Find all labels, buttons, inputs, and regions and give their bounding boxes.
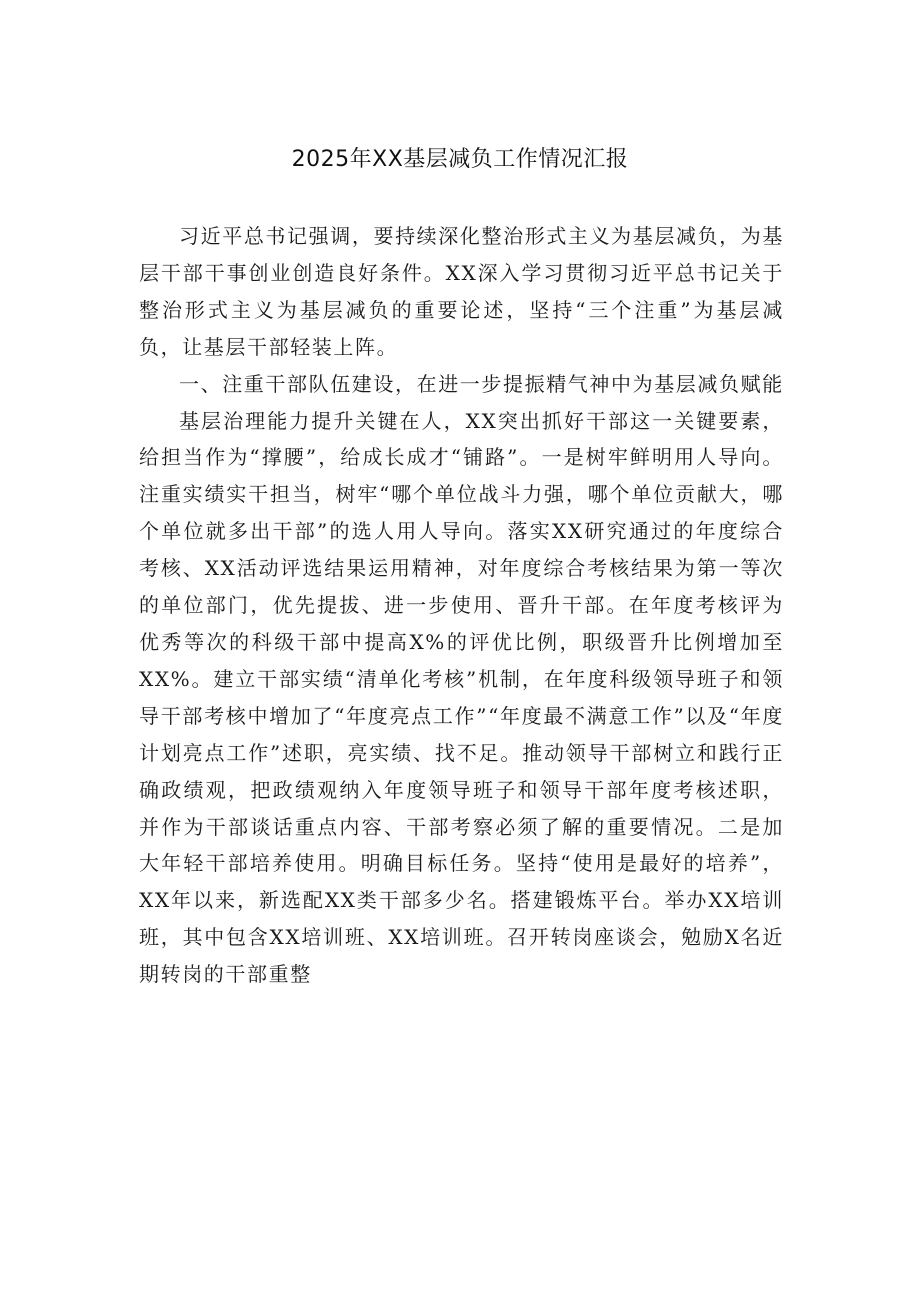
section-heading-1: 一、注重干部队伍建设，在进一步提振精气神中为基层减负赋能 [179, 371, 784, 396]
intro-paragraph: 习近平总书记强调，要持续深化整治形式主义为基层减负，为基层干部干事创业创造良好条件。XX深入学习贯彻习近平总书记关于整治形式主义为基层减负的重要论述，坚持“三个注重”为基层减负，让基层干部轻装上阵。 [139, 224, 784, 359]
body-paragraph: 基层治理能力提升关键在人，XX突出抓好干部这一关键要素，给担当作为“撑腰”，给成长成才“铺路”。一是树牢鲜明用人导向。注重实绩实干担当，树牢“哪个单位战斗力强，哪个单位贡献大，哪个单位就多出干部”的选人用人导向。落实XX研究通过的年度综合考核、XX活动评选结果运用精神，对年度综合考核结果为第一等次的单位部门，优先提拔、进一步使用、晋升干部。在年度考核评为优秀等次的科级干部中提高X%的评优比例，职级晋升比例增加至XX%。建立干部实绩“清单化考核”机制，在年度科级领导班子和领导干部考核中增加了“年度亮点工作”“年度最不满意工作”以及“年度计划亮点工作”述职，亮实绩、找不足。推动领导干部树立和践行正确政绩观，把政绩观纳入年度领导班子和领导干部年度考核述职，并作为干部谈话重点内容、干部考察必须了解的重要情况。二是加大年轻干部培养使用。明确目标任务。坚持“使用是最好的培养”，XX年以来，新选配XX类干部多少名。搭建锻炼平台。举办XX培训班，其中包含XX培训班、XX培训班。召开转岗座谈会，勉励X名近期转岗的干部重整 [139, 408, 784, 987]
document-body [139, 218, 784, 993]
document-title: 2025年XX基层减负工作情况汇报 [291, 147, 629, 172]
